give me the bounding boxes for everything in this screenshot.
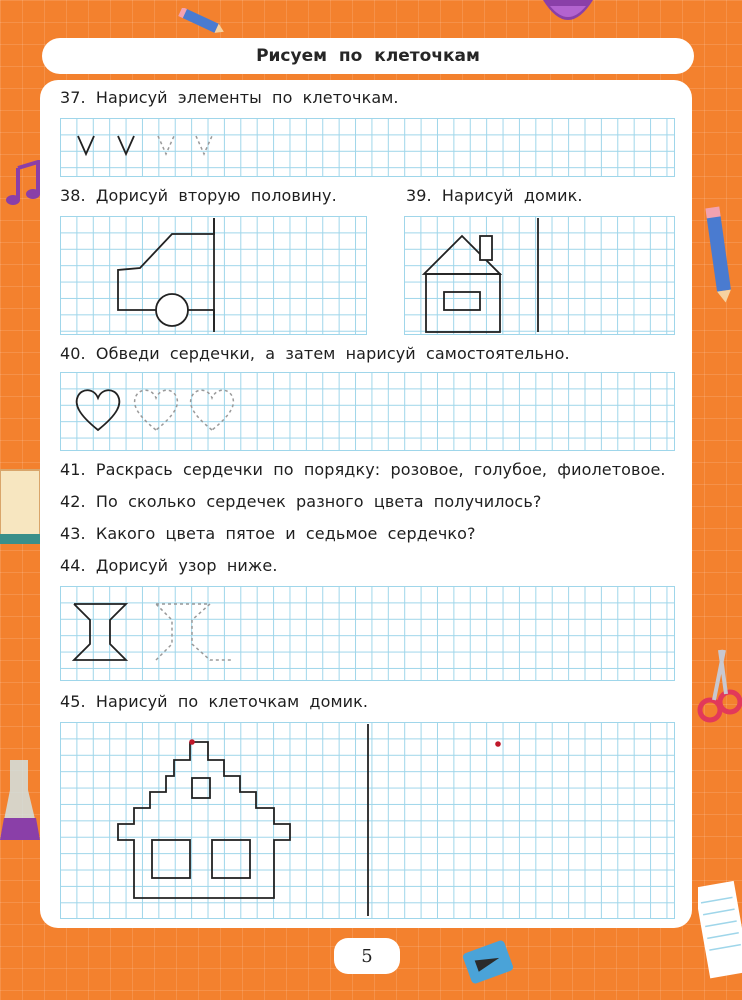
task-44-drawing: [60, 586, 674, 680]
task-40-text: 40. Обведи сердечки, а затем нарисуй самостоятельно.: [60, 344, 570, 363]
flask-icon: [538, 0, 598, 30]
start-dot-marker: [495, 741, 501, 747]
page-title: Рисуем по клеточкам: [42, 38, 694, 74]
task-38-text: 38. Дорисуй вторую половину.: [60, 186, 337, 205]
pencil-icon: [178, 8, 228, 36]
pencil-icon: [704, 205, 734, 305]
task-45-grid[interactable]: [60, 722, 675, 919]
task-37-grid[interactable]: [60, 118, 675, 177]
task-43-text: 43. Какого цвета пятое и седьмое сердечко?: [60, 524, 476, 543]
task-38-grid[interactable]: [60, 216, 367, 335]
task-45-drawing: [60, 722, 674, 918]
book-icon: [0, 460, 44, 550]
task-45-text: 45. Нарисуй по клеточкам домик.: [60, 692, 369, 711]
task-40-drawing: [60, 372, 674, 450]
flask-icon: [0, 760, 44, 850]
task-39-grid[interactable]: [404, 216, 675, 335]
music-note-icon: [4, 160, 44, 210]
notepad-icon: [698, 880, 742, 980]
task-37-text: 37. Нарисуй элементы по клеточкам.: [60, 88, 399, 107]
start-dot-marker: [189, 739, 195, 745]
task-37-drawing: [60, 118, 674, 176]
task-44-text: 44. Дорисуй узор ниже.: [60, 556, 278, 575]
task-42-text: 42. По сколько сердечек разного цвета получилось?: [60, 492, 542, 511]
task-41-text: 41. Раскрась сердечки по порядку: розовое, голубое, фиолетовое.: [60, 460, 666, 479]
task-38-drawing: [60, 216, 366, 334]
sharpener-icon: [458, 932, 518, 992]
task-40-grid[interactable]: [60, 372, 675, 451]
task-39-drawing: [404, 216, 674, 334]
page-number: 5: [334, 938, 400, 974]
scissors-icon: [694, 640, 742, 730]
task-39-text: 39. Нарисуй домик.: [406, 186, 583, 205]
task-44-grid[interactable]: [60, 586, 675, 681]
